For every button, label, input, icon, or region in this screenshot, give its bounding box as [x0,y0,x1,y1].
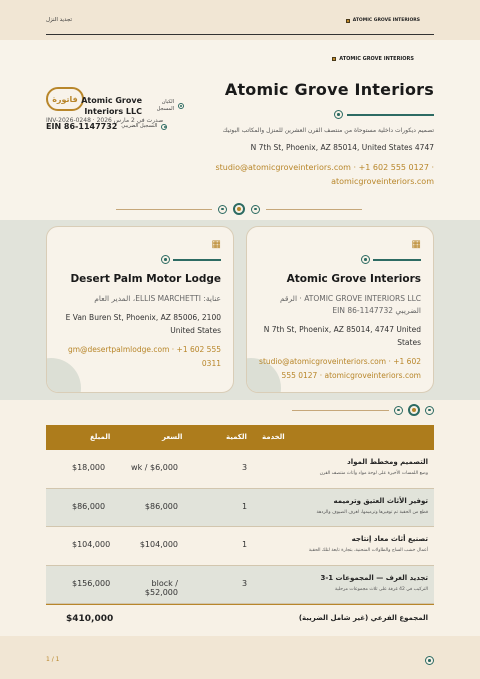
table-row [46,450,434,489]
brand-square-icon [346,19,350,23]
tax-registration-label: التسجيل الضريبي [121,123,158,129]
vendor-legal-info: ATOMIC GROVE INTERIORS LLC · الرقم الضريبي EIN 86-1147732 [279,294,421,315]
dot-icon [425,656,434,665]
from-card [246,226,434,393]
service-description: أعمال خشب الساج والطاولات المنحنية، بتجارة تابعة لتلك الحقبة [308,548,428,553]
separator-rule [266,209,362,210]
subtotal-label: المجموع الفرعي (غير شامل الضريبة) [298,614,428,622]
company-name: Atomic Grove Interiors [224,80,434,99]
brand-square-icon [332,57,336,61]
table-row [46,527,434,566]
invoice-badge: فاتورة [46,87,84,111]
tax-registration-row [46,122,167,131]
separator-rule [292,410,389,411]
brand-mark [346,18,420,23]
top-strip [0,0,480,40]
row-qty: 3 [242,578,248,588]
dot-icon [394,406,403,415]
row-service [317,497,428,515]
header-qty: الكمية [226,433,247,441]
registered-entity-row [46,95,184,117]
table-row [46,489,434,528]
card-divider [161,255,221,264]
client-attention: عناية: ELLIS MARCHETTI، المدير العام [94,294,221,303]
subtotal-row [46,604,434,632]
row-qty: 1 [242,540,248,549]
service-title: التصميم ومخطط المواد [347,458,428,466]
row-qty: 1 [242,501,248,511]
dot-icon [361,255,370,264]
service-description: وضع اللمسات الأخيرة على لوحة مواد وأثاث منتصف القرن [319,471,428,476]
client-address: E Van Buren St, Phoenix, AZ 85006, 2100 United States [65,313,221,335]
service-title: تصنيع أثاث معاد إنتاجه [351,535,428,543]
table-row [46,566,434,605]
page-number: 1 / 1 [46,656,60,663]
row-amount: $104,000 [72,540,111,549]
dot-icon [425,406,434,415]
vendor-name: Atomic Grove Interiors [286,273,421,285]
page-footer [0,636,480,679]
invoice-meta: INV-2026-0248 · صدرت في 2 مارس 2026 [46,117,164,124]
brand-text: ATOMIC GROVE INTERIORS [352,18,420,23]
row-service [320,574,428,592]
document-type-label: تجديد النزل [46,17,73,23]
row-price: wk / $6,000 [131,463,178,472]
dot-icon [161,124,167,130]
row-amount: $86,000 [72,501,106,511]
line-items-table [46,425,434,632]
dot-icon [218,205,227,214]
building-icon: ▦ [411,239,421,250]
header-brand-text: ATOMIC GROVE INTERIORS [339,56,414,62]
building-icon: ▦ [211,239,221,250]
section-separator [292,404,434,416]
header-divider [334,110,434,119]
row-service [320,458,428,476]
center-dot-icon [233,203,245,215]
vendor-address: N 7th St, Phoenix, AZ 85014, 4747 United States [263,325,421,347]
divider-bar [373,259,421,261]
top-rule [46,34,434,35]
dot-icon [251,205,260,214]
dot-icon [161,255,170,264]
tax-registration-value: EIN 86-1147732 [46,122,118,131]
parties-section [0,220,480,400]
dot-icon [334,110,343,119]
invoice-header [0,40,480,220]
divider-bar [173,259,221,261]
dot-icon [178,103,184,109]
row-price: block / $52,000 [144,578,178,597]
header-brand [332,56,414,62]
row-qty: 3 [242,463,248,472]
subtotal-amount: $410,000 [66,614,114,624]
center-dot-icon [408,404,420,416]
row-price: $86,000 [144,501,178,511]
registered-entity-label: الكيان المسجل [156,99,174,112]
client-contact: gm@desertpalmlodge.com · +1 602 555 0311 [67,345,221,368]
vendor-contact: studio@atomicgroveinteriors.com · +1 602 555 0127 · atomicgroveinteriors.com [259,357,421,380]
service-title: تجديد الغرف — المجموعات 1-3 [320,573,428,582]
divider-bar [347,114,434,116]
registered-entity-value: Atomic Grove Interiors LLC [81,96,142,116]
header-amount: المبلغ [90,433,111,441]
row-price: $104,000 [139,540,178,549]
header-service: الخدمة [262,433,285,441]
client-name: Desert Palm Motor Lodge [70,273,221,285]
row-amount: $156,000 [72,578,111,588]
bill-to-card [46,226,234,393]
row-service [309,535,428,553]
section-separator [116,203,362,215]
company-tagline: تصميم ديكورات داخلية مستوحاة من منتصف القرن العشرين للمنزل والمكاتب البوتيك [222,127,434,134]
card-divider [361,255,421,264]
company-contacts: studio@atomicgroveinteriors.com · +1 602 555 0127 · atomicgroveinteriors.com [215,163,434,186]
table-header [46,425,434,450]
service-description: قطع من الحقبة تم توفيرها وترميمها، لغرف الضيوف والردهة [316,509,428,515]
separator-rule [116,209,212,210]
header-price: السعر [162,433,183,441]
service-description: التركيب في 42 غرفة على ثلاث مجموعات مرحلية [334,586,428,592]
row-amount: $18,000 [72,463,106,472]
service-title: توفير الأثاث العتيق وترميمه [333,496,428,505]
company-address: N 7th St, Phoenix, AZ 85014, United States 4747 [250,143,434,152]
